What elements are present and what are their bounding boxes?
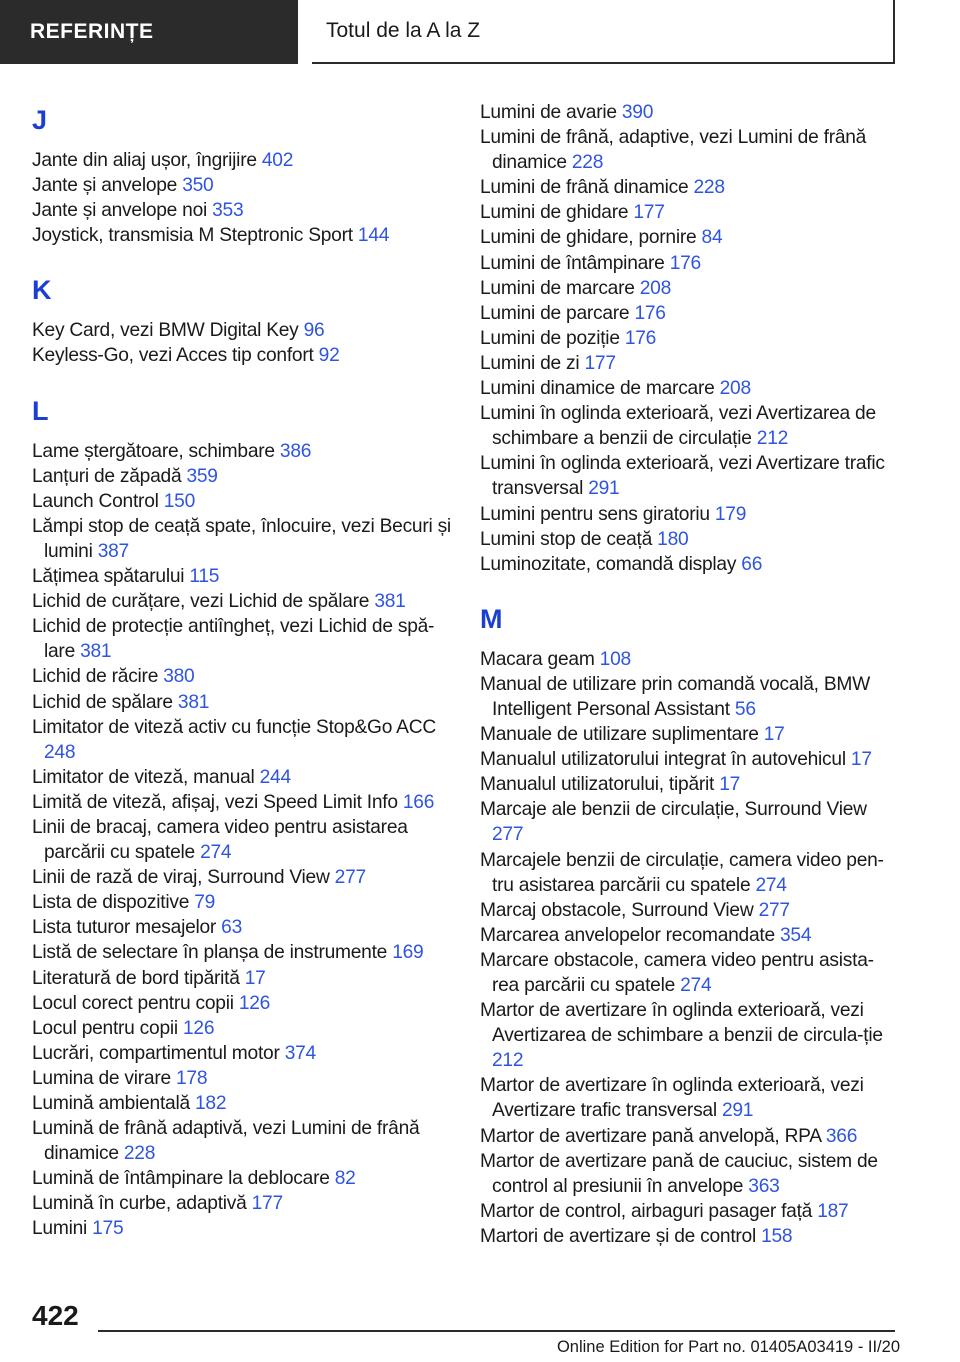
chapter-title-box [312, 0, 895, 64]
index-entry-text: Lame ștergătoare, schimbare [32, 440, 275, 462]
index-entry-text: Marcajele benzii de circulație, camera video pen-tru asistarea parcării cu spatele [480, 849, 884, 896]
page-link[interactable]: 126 [238, 992, 271, 1014]
index-entry-text: Lumini în oglinda exterioară, vezi Avertizare trafic transversal [480, 453, 885, 500]
page-link[interactable]: 115 [189, 566, 220, 588]
index-entry-text: Literatură de bord tipărită [32, 967, 240, 989]
index-entry-text: Limitator de viteză, manual [32, 766, 255, 788]
index-entry [32, 1191, 452, 1216]
index-entry [480, 552, 900, 577]
page-link[interactable]: 177 [251, 1193, 283, 1215]
section-gap [32, 369, 452, 385]
page-link[interactable]: 380 [163, 666, 195, 688]
index-entry-text: Manuale de utilizare suplimentare [480, 724, 759, 746]
index-entry [480, 326, 900, 351]
index-entry-text: Lămpi stop de ceață spate, înlocuire, vezi Becuri și lumini [32, 515, 451, 562]
page-link[interactable]: 175 [92, 1218, 124, 1240]
page-link[interactable]: 387 [97, 540, 129, 562]
index-entry [32, 991, 452, 1016]
index-entry [32, 715, 452, 765]
index-entry-text: Launch Control [32, 490, 159, 512]
index-entry-text: Lumini stop de ceață [480, 528, 653, 550]
section-tab [0, 0, 298, 64]
footer-divider [98, 1330, 895, 1332]
index-entry-text: Martor de control, airbaguri pasager față [480, 1200, 813, 1222]
page-link[interactable]: 212 [492, 1050, 524, 1072]
index-entry [32, 198, 452, 223]
page-link[interactable]: 178 [176, 1067, 208, 1089]
index-entry-text: Lanțuri de zăpadă [32, 465, 182, 487]
index-entry-text: Lumini în oglinda exterioară, vezi Avertizarea de schimbare a benzii de circulație [480, 403, 876, 450]
index-entry-text: Marcaj obstacole, Surround View [480, 899, 754, 921]
index-entry-text: Lumini pentru sens giratoriu [480, 503, 710, 525]
index-entry [32, 1216, 452, 1241]
page-link[interactable]: 274 [680, 975, 712, 996]
index-entry-text: Lichid de răcire [32, 666, 159, 688]
index-entry-text: Keyless-Go, vezi Acces tip confort [32, 345, 314, 367]
index-entry [480, 647, 900, 672]
index-entry-text: Manual de utilizare prin comandă vocală, BMW Intelligent Personal Assistant [480, 673, 870, 720]
index-entry-text: Lumini de poziție [480, 327, 620, 349]
page-link[interactable]: 17 [850, 749, 872, 771]
page-link[interactable]: 208 [639, 277, 672, 299]
index-entry-text: Marcaje ale benzii de circulație, Surround View [480, 799, 867, 821]
index-entry [32, 790, 452, 815]
page-link[interactable]: 244 [259, 766, 291, 788]
index-entry-text: Lichid de curățare, vezi Lichid de spălare [32, 591, 370, 613]
page-link[interactable]: 274 [200, 842, 232, 864]
index-entry [480, 301, 900, 326]
index-entry [480, 175, 900, 200]
index-entry-text: Manualul utilizatorului integrat în autovehicul [480, 749, 846, 771]
index-entry [32, 815, 452, 865]
index-entry [480, 351, 900, 376]
page-link[interactable]: 277 [758, 899, 790, 921]
index-entry-text: Lumini de întâmpinare [480, 252, 665, 274]
page-link[interactable]: 386 [279, 440, 312, 462]
index-letter-heading: L [32, 395, 49, 426]
page-link[interactable]: 82 [334, 1168, 356, 1190]
index-entry-text: Lumini de frână dinamice [480, 177, 689, 199]
index-entry-text: Martor de avertizare în oglinda exterioară, vezi Avertizare trafic transversal [480, 1075, 864, 1122]
page-link[interactable]: 63 [221, 917, 243, 939]
index-entry [32, 318, 452, 343]
page-link[interactable]: 208 [719, 378, 751, 400]
index-entry-text: Lista de dispozitive [32, 892, 190, 914]
index-entry-text: Marcare obstacole, camera video pentru asista-rea parcării cu spatele [480, 949, 874, 996]
index-entry [480, 225, 900, 250]
index-entry-text: Lumini [32, 1218, 88, 1240]
page-link[interactable]: 381 [80, 641, 112, 663]
page-link[interactable]: 96 [303, 320, 325, 342]
index-entry [32, 765, 452, 790]
index-entry [32, 1041, 452, 1066]
index-entry [32, 966, 452, 991]
page-link[interactable]: 17 [719, 774, 741, 796]
section-gap [480, 577, 900, 593]
index-entry [480, 772, 900, 797]
index-entry-text: Lățimea spătarului [32, 566, 185, 588]
index-entry-text: Lumini de ghidare [480, 202, 629, 224]
index-entry-text: Listă de selectare în planșa de instrumente [32, 942, 388, 964]
page-link[interactable]: 182 [194, 1093, 227, 1114]
index-entry [32, 464, 452, 489]
index-entry [32, 439, 452, 464]
index-entry-text: Jante din aliaj ușor, îngrijire [32, 150, 257, 171]
index-entry-text: Lumină de frână adaptivă, vezi Lumini de frână dinamice [32, 1118, 420, 1165]
index-entry [32, 489, 452, 514]
page-link[interactable]: 228 [571, 152, 604, 174]
index-entry [480, 527, 900, 552]
index-entry [480, 747, 900, 772]
index-entry [32, 614, 452, 664]
index-entry-text: Lichid de protecție antiîngheț, vezi Lichid de spă-lare [32, 616, 435, 663]
index-entry-text: Lista tuturor mesajelor [32, 917, 217, 939]
page-link[interactable]: 176 [634, 302, 666, 324]
page-link[interactable]: 381 [374, 591, 406, 613]
index-entry-text: Manualul utilizatorului, tipărit [480, 774, 715, 796]
index-entry-text: Key Card, vezi BMW Digital Key [32, 320, 299, 342]
page-link[interactable]: 144 [357, 225, 390, 247]
index-entry [32, 664, 452, 689]
page-link[interactable]: 228 [123, 1143, 156, 1165]
index-entry [32, 173, 452, 198]
index-entry-text: Lumină de întâmpinare la deblocare [32, 1168, 330, 1190]
index-entry-text: Martor de avertizare pană anvelopă, RPA [480, 1125, 821, 1147]
index-column-right [480, 100, 900, 1249]
page-link[interactable]: 291 [588, 478, 620, 500]
index-entry-text: Lichid de spălare [32, 691, 173, 713]
page-link[interactable]: 350 [182, 175, 214, 197]
page-link[interactable]: 291 [721, 1100, 754, 1122]
index-entry-text: Lumini de frână, adaptive, vezi Lumini de frână dinamice [480, 127, 867, 174]
page-link[interactable]: 92 [318, 345, 340, 367]
index-entry [32, 1116, 452, 1166]
index-entry-text: Lumini dinamice de marcare [480, 378, 715, 400]
index-entry-text: Lumini de ghidare, pornire [480, 227, 697, 249]
index-entry [32, 890, 452, 915]
index-entry-text: Lumini de zi [480, 352, 580, 374]
index-entry [480, 276, 900, 301]
index-entry [480, 898, 900, 923]
page-link[interactable]: 177 [633, 202, 665, 224]
index-entry [480, 1073, 900, 1123]
index-letter-heading: J [32, 105, 48, 135]
index-entry [32, 223, 452, 248]
index-entry-text: Lucrări, compartimentul motor [32, 1042, 280, 1064]
page-link[interactable]: 277 [334, 867, 366, 889]
index-entry [480, 401, 900, 451]
page-link[interactable]: 56 [734, 698, 756, 720]
page-link[interactable]: 277 [492, 824, 524, 846]
page-link[interactable]: 177 [584, 352, 616, 374]
index-entry-text: Lumina de virare [32, 1067, 171, 1089]
index-entry [32, 915, 452, 940]
index-entry [32, 865, 452, 890]
index-entry [480, 848, 900, 898]
index-letter-heading: M [480, 603, 503, 634]
index-entry-text: Martori de avertizare și de control [480, 1225, 756, 1247]
index-entry-text: Limită de viteză, afișaj, vezi Speed Limit Info [32, 791, 398, 813]
index-entry-text: Jante și anvelope noi [32, 200, 208, 222]
page-link[interactable]: 126 [183, 1017, 215, 1039]
page-link[interactable]: 79 [194, 892, 216, 914]
index-entry [480, 451, 900, 501]
index-entry-text: Locul pentru copii [32, 1017, 178, 1039]
index-entry [32, 940, 452, 965]
page-link[interactable]: 363 [748, 1175, 780, 1197]
page-link[interactable]: 108 [599, 648, 631, 670]
section-label: REFERINȚE [30, 20, 154, 43]
index-entry [480, 672, 900, 722]
index-entry-text: Lumină în curbe, adaptivă [32, 1193, 247, 1215]
index-letter-heading: K [32, 275, 52, 306]
section-gap [32, 248, 452, 264]
page-link[interactable]: 17 [244, 967, 266, 989]
index-entry [480, 502, 900, 527]
page-link[interactable]: 402 [261, 150, 294, 171]
index-entry [480, 1124, 900, 1149]
index-entry [480, 125, 900, 175]
index-entry-text: Lumină ambientală [32, 1093, 190, 1114]
index-entry [480, 923, 900, 948]
index-entry [480, 1224, 900, 1249]
index-entry [32, 148, 452, 173]
index-entry [480, 948, 900, 998]
page-link[interactable]: 66 [741, 553, 763, 575]
page-link[interactable]: 169 [392, 942, 424, 964]
page-link[interactable]: 187 [817, 1200, 849, 1222]
page-link[interactable]: 366 [825, 1125, 858, 1147]
index-entry [32, 1066, 452, 1091]
page-link[interactable]: 354 [780, 924, 812, 946]
page-link[interactable]: 248 [44, 741, 76, 763]
index-entry [480, 376, 900, 401]
page-link[interactable]: 84 [701, 227, 723, 249]
page-link[interactable]: 212 [756, 428, 789, 450]
page-link[interactable]: 17 [763, 724, 785, 746]
index-entry-text: Martor de avertizare pană de cauciuc, sistem de control al presiunii în anvelope [480, 1150, 878, 1197]
index-entry [32, 1166, 452, 1191]
index-entry-text: Martor de avertizare în oglinda exterioară, vezi Avertizarea de schimbare a benzii de circula-ție [480, 1000, 883, 1047]
page-link[interactable]: 176 [669, 252, 701, 274]
index-entry-text: Lumini de avarie [480, 102, 617, 123]
index-column-left [32, 100, 452, 1242]
index-entry [480, 1199, 900, 1224]
page-link[interactable]: 274 [755, 874, 787, 896]
page-link[interactable]: 150 [163, 490, 195, 512]
index-entry [32, 589, 452, 614]
edition-note: Online Edition for Part no. 01405A03419 - II/20 [556, 1338, 900, 1356]
index-entry-text: Linii de rază de viraj, Surround View [32, 867, 330, 889]
index-entry [32, 1091, 452, 1116]
index-entry [32, 514, 452, 564]
index-entry [480, 200, 900, 225]
page-link[interactable]: 176 [624, 327, 657, 349]
index-entry-text: Jante și anvelope [32, 175, 178, 197]
index-entry [480, 1149, 900, 1199]
index-entry [32, 564, 452, 589]
index-entry-text: Marcarea anvelopelor recomandate [480, 924, 775, 946]
index-entry [480, 251, 900, 276]
index-entry [480, 722, 900, 747]
index-entry-text: Lumini de parcare [480, 302, 630, 324]
index-entry-text: Locul corect pentru copii [32, 992, 234, 1014]
page-link[interactable]: 390 [621, 102, 654, 123]
page-link[interactable]: 180 [657, 528, 689, 550]
page-link[interactable]: 228 [693, 177, 725, 199]
index-entry [480, 100, 900, 125]
index-entry-text: Luminozitate, comandă display [480, 553, 737, 575]
chapter-title: Totul de la A la Z [326, 19, 481, 42]
page-link[interactable]: 353 [212, 200, 244, 222]
index-entry [32, 1016, 452, 1041]
page-link[interactable]: 158 [761, 1225, 793, 1247]
index-entry [480, 797, 900, 847]
index-entry-text: Limitator de viteză activ cu funcție Stop&Go ACC [32, 716, 436, 738]
index-entry [32, 343, 452, 368]
page-link[interactable]: 374 [284, 1042, 316, 1064]
page-number: 422 [32, 1300, 79, 1331]
index-entry-text: Macara geam [480, 648, 595, 670]
index-entry-text: Lumini de marcare [480, 277, 635, 299]
index-entry-text: Linii de bracaj, camera video pentru asistarea parcării cu spatele [32, 816, 408, 864]
page-link[interactable]: 179 [714, 503, 747, 525]
page-link[interactable]: 359 [186, 465, 218, 487]
page-link[interactable]: 166 [402, 791, 435, 813]
index-entry-text: Joystick, transmisia M Steptronic Sport [32, 225, 353, 247]
index-entry [32, 690, 452, 715]
index-entry [480, 998, 900, 1073]
page-link[interactable]: 381 [177, 691, 210, 713]
